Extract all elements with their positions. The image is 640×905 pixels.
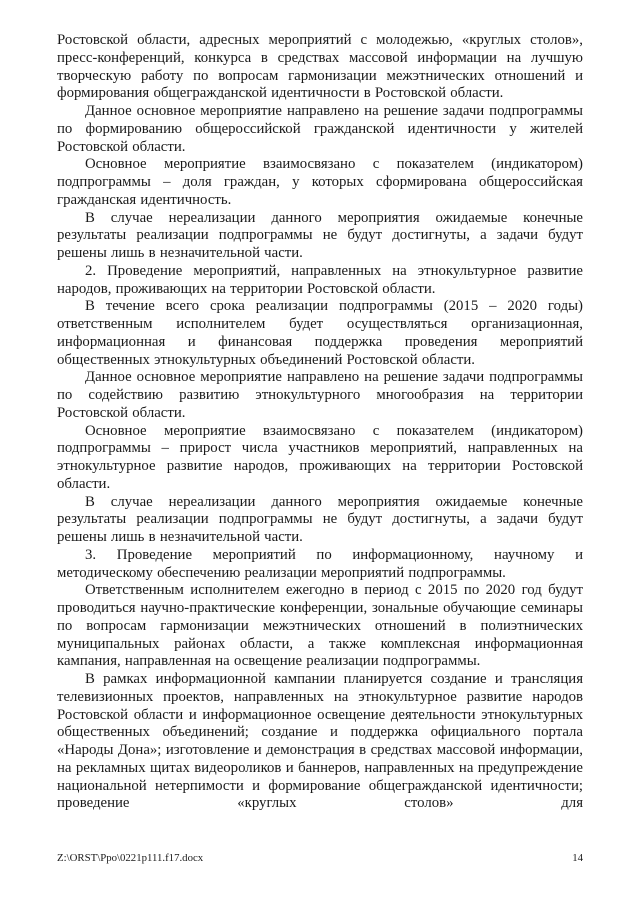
- paragraph-continues-next-page: В рамках информационной кампании планируется создание и трансляция телевизионных проектов, направленных на этнокультурное развитие народов Ростовской области и информационное освещение деятельности этнокультурных общественных объединений; создание и поддержка официального портала «Народы Дона»; изготовление и демонстрация в средствах массовой информации, на рекламных щитах видеороликов и баннеров, направленных на предупреждение национальной нетерпимости и формирование общегражданской идентичности; проведение «круглых столов» для: [57, 671, 583, 812]
- paragraph: Ответственным исполнителем ежегодно в период с 2015 по 2020 год будут проводиться научно-практические конференции, зональные обучающие семинары по вопросам гармонизации межэтнических отношений в полиэтнических муниципальных районах области, а также комплексная информационная кампания, направленная на освещение реализации подпрограммы.: [57, 582, 583, 670]
- paragraph: В случае нереализации данного мероприятия ожидаемые конечные результаты реализации подпрограммы не будут достигнуты, а задачи будут решены лишь в незначительной части.: [57, 209, 583, 261]
- paragraph-list-item-2: 2. Проведение мероприятий, направленных на этнокультурное развитие народов, проживающих на территории Ростовской области.: [57, 262, 583, 297]
- paragraph: Данное основное мероприятие направлено на решение задачи подпрограммы по содействию развитию этнокультурного многообразия на территории Ростовской области.: [57, 369, 583, 421]
- paragraph: В случае нереализации данного мероприятия ожидаемые конечные результаты реализации подпрограммы не будут достигнуты, а задачи будут решены лишь в незначительной части.: [57, 493, 583, 545]
- paragraph: Основное мероприятие взаимосвязано с показателем (индикатором) подпрограммы – прирост числа участников мероприятий, направленных на этнокультурное развитие народов, проживающих на территории Ростовской области.: [57, 422, 583, 492]
- paragraph: В течение всего срока реализации подпрограммы (2015 – 2020 годы) ответственным исполнителем будет осуществляться организационная, информационная и финансовая поддержка проведения мероприятий общественных этнокультурных объединений Ростовской области.: [57, 298, 583, 368]
- page-footer: [57, 852, 583, 864]
- paragraph: Основное мероприятие взаимосвязано с показателем (индикатором) подпрограммы – доля граждан, у которых сформирована общероссийская гражданская идентичность.: [57, 156, 583, 208]
- paragraph-list-item-3: 3. Проведение мероприятий по информационному, научному и методическому обеспечению реализации мероприятий подпрограммы.: [57, 546, 583, 581]
- page-number: 14: [572, 852, 583, 864]
- paragraph: Данное основное мероприятие направлено на решение задачи подпрограммы по формированию общероссийской гражданской идентичности у жителей Ростовской области.: [57, 103, 583, 155]
- document-body: [57, 32, 583, 813]
- paragraph-continuation: Ростовской области, адресных мероприятий с молодежью, «круглых столов», пресс-конференций, конкурса в средствах массовой информации на лучшую творческую работу по вопросам гармонизации межэтнических отношений и формирования общегражданской идентичности в Ростовской области.: [57, 32, 583, 102]
- footer-file-path: Z:\ORST\Ppo\0221p111.f17.docx: [57, 852, 204, 864]
